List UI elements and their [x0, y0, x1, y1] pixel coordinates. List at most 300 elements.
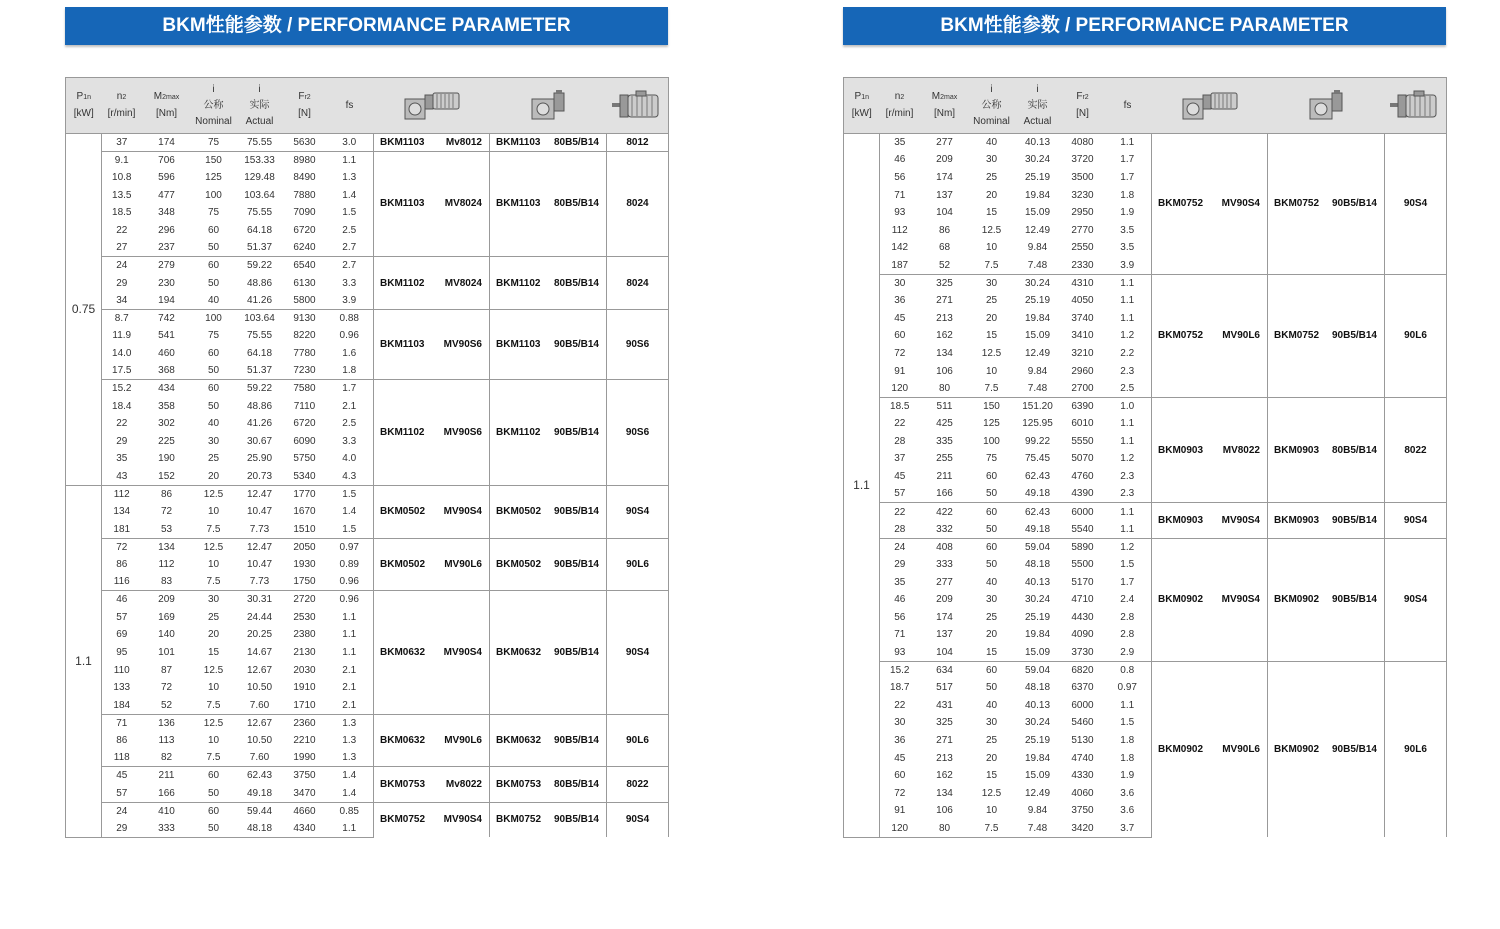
value-cell: 4.0	[342, 453, 357, 465]
value-cell: 7.60	[249, 752, 270, 764]
value-cell: 10	[207, 506, 220, 518]
value-cell: 46	[894, 594, 906, 606]
value-cell: 25.19	[1024, 171, 1051, 183]
value-cell: 49.18	[1024, 523, 1051, 535]
value-cell: 18.5	[112, 207, 132, 219]
value-cell: 1.1	[1120, 312, 1135, 324]
motor-model-cell: 90L6	[607, 538, 669, 591]
value-cell: 112	[891, 224, 908, 236]
value-cell: 2.3	[1120, 365, 1135, 377]
value-cell: 8220	[293, 330, 316, 342]
value-cell: 1770	[284, 485, 326, 503]
value-cell: 106	[936, 365, 953, 377]
value-cell: 25.19	[1024, 734, 1051, 746]
value-cell: 2950	[1071, 207, 1094, 219]
value-cell: 7.5	[206, 752, 221, 764]
value-cell: 1.5	[1120, 717, 1135, 729]
header-row	[844, 78, 1447, 134]
reducer-model-cell: BKM0752 90B5/B14	[1268, 274, 1385, 397]
value-cell: 1930	[293, 559, 316, 571]
value-cell: 1.5	[1120, 559, 1135, 571]
value-cell: 91	[894, 805, 906, 817]
value-cell: 25.19	[1024, 295, 1051, 307]
value-cell: 118	[113, 752, 130, 764]
value-cell: 116	[113, 576, 130, 588]
value-cell: 60	[192, 767, 236, 785]
value-cell: 7110	[293, 400, 316, 412]
value-cell: 134	[936, 347, 953, 359]
header-reducer	[490, 78, 607, 134]
value-cell: 75	[207, 330, 220, 342]
value-cell: 49.18	[246, 787, 273, 799]
value-cell: 209	[936, 594, 953, 606]
value-cell: 69	[116, 629, 128, 641]
value-cell: 3.5	[1120, 224, 1135, 236]
header-radial-load: Fr2 [N]	[1062, 78, 1104, 134]
value-cell: 10	[207, 682, 220, 694]
value-cell: 20	[985, 629, 998, 641]
header-row	[66, 78, 669, 134]
value-cell: 18.4	[112, 400, 132, 412]
value-cell: 134	[936, 787, 953, 799]
table-row	[844, 661, 1447, 679]
value-cell: 12.49	[1024, 224, 1051, 236]
value-cell: 742	[142, 309, 192, 327]
value-cell: 40.13	[1014, 134, 1062, 152]
reducer-model-cell: BKM0753 80B5/B14	[490, 767, 607, 802]
value-cell: 75	[985, 453, 998, 465]
table-row	[66, 591, 669, 609]
value-cell: 56	[894, 171, 906, 183]
value-cell: 0.89	[339, 559, 359, 571]
value-cell: 2030	[293, 664, 316, 676]
value-cell: 60	[192, 802, 236, 820]
value-cell: 30	[985, 594, 998, 606]
value-cell: 2.1	[342, 699, 357, 711]
value-cell: 12.5	[981, 787, 1002, 799]
gearmotor-model-cell: BKM0902 MV90S4	[1152, 538, 1268, 661]
value-cell: 106	[936, 805, 953, 817]
value-cell: 62.43	[236, 767, 284, 785]
value-cell: 1.1	[1120, 523, 1135, 535]
value-cell: 3.3	[342, 277, 357, 289]
header-motor	[1385, 78, 1447, 134]
gearmotor-model-cell: BKM0632 MV90S4	[374, 591, 490, 714]
motor-icon	[1388, 100, 1442, 111]
value-cell: 64.18	[246, 347, 273, 359]
header-motor	[607, 78, 669, 134]
value-cell: 30.24	[1024, 594, 1051, 606]
value-cell: 52	[938, 259, 951, 271]
value-cell: 20	[985, 312, 998, 324]
value-cell: 86	[142, 485, 192, 503]
value-cell: 2.3	[1120, 471, 1135, 483]
value-cell: 17.5	[112, 365, 132, 377]
value-cell: 95	[116, 647, 128, 659]
reducer-model-cell: BKM0903 80B5/B14	[1268, 397, 1385, 503]
value-cell: 10	[985, 805, 998, 817]
value-cell: 1.1	[1120, 435, 1135, 447]
value-cell: 3.9	[342, 294, 357, 306]
value-cell: 5130	[1071, 734, 1094, 746]
value-cell: 72	[894, 787, 906, 799]
value-cell: 20	[985, 189, 998, 201]
header-ratio-actual: i 实际 Actual	[1014, 78, 1062, 134]
value-cell: 15.09	[1024, 330, 1051, 342]
value-cell: 22	[894, 699, 906, 711]
value-cell: 29	[102, 820, 142, 838]
value-cell: 7.48	[1027, 259, 1048, 271]
value-cell: 60	[894, 770, 906, 782]
value-cell: 1910	[293, 682, 316, 694]
value-cell: 30.24	[1014, 274, 1062, 292]
value-cell: 3470	[293, 787, 316, 799]
value-cell: 7.48	[1027, 382, 1048, 394]
value-cell: 5890	[1062, 538, 1104, 556]
motor-model-cell: 90S4	[607, 802, 669, 837]
gearmotor-model-cell: BKM1102 MV90S6	[374, 380, 490, 486]
value-cell: 15.09	[1024, 646, 1051, 658]
table-row	[844, 274, 1447, 292]
value-cell: 50	[985, 488, 998, 500]
value-cell: 71	[894, 629, 906, 641]
value-cell: 1.1	[1120, 699, 1135, 711]
value-cell: 60	[207, 224, 220, 236]
value-cell: 3740	[1071, 312, 1094, 324]
reducer-model-cell: BKM0632 90B5/B14	[490, 714, 607, 767]
value-cell: 3410	[1071, 330, 1094, 342]
value-cell: 15.09	[1024, 770, 1051, 782]
header-gearmotor	[1152, 78, 1268, 134]
value-cell: 255	[936, 453, 953, 465]
value-cell: 125	[205, 171, 222, 183]
value-cell: 3720	[1071, 154, 1094, 166]
motor-model-cell: 8024	[607, 257, 669, 310]
performance-table-right	[843, 77, 1447, 838]
gearmotor-icon	[401, 100, 463, 111]
value-cell: 5750	[293, 453, 316, 465]
header-service-factor: fs	[326, 78, 374, 134]
value-cell: 6090	[293, 435, 316, 447]
value-cell: 2.4	[1120, 594, 1135, 606]
reducer-icon	[526, 100, 570, 111]
value-cell: 20.73	[246, 470, 273, 482]
value-cell: 14.67	[246, 647, 273, 659]
value-cell: 52	[160, 699, 173, 711]
value-cell: 0.96	[339, 330, 359, 342]
value-cell: 174	[142, 134, 192, 152]
value-cell: 40	[970, 134, 1014, 152]
motor-model-cell: 90S4	[1385, 538, 1447, 661]
value-cell: 50	[207, 400, 220, 412]
value-cell: 1.9	[1120, 207, 1135, 219]
value-cell: 2.2	[1120, 347, 1135, 359]
value-cell: 1990	[293, 752, 316, 764]
page-title-banner: BKM性能参数 / PERFORMANCE PARAMETER	[65, 7, 668, 45]
value-cell: 48.86	[246, 400, 273, 412]
reducer-model-cell: BKM0902 90B5/B14	[1268, 538, 1385, 661]
value-cell: 30.67	[246, 435, 273, 447]
value-cell: 75.45	[1024, 453, 1051, 465]
value-cell: 35	[880, 134, 920, 152]
header-gearmotor	[374, 78, 490, 134]
value-cell: 56	[894, 611, 906, 623]
value-cell: 24.44	[246, 611, 273, 623]
value-cell: 12.47	[236, 538, 284, 556]
motor-model-cell: 90S4	[607, 591, 669, 714]
value-cell: 15	[985, 207, 998, 219]
value-cell: 103.64	[244, 189, 275, 201]
value-cell: 75	[192, 134, 236, 152]
value-cell: 75.55	[236, 134, 284, 152]
value-cell: 19.84	[1024, 752, 1051, 764]
table-row	[66, 485, 669, 503]
value-cell: 25	[985, 734, 998, 746]
value-cell: 50	[985, 559, 998, 571]
value-cell: 4330	[1071, 770, 1094, 782]
value-cell: 408	[920, 538, 970, 556]
value-cell: 2330	[1071, 259, 1094, 271]
header-ratio-nominal: i 公称 Nominal	[970, 78, 1014, 134]
value-cell: 15	[207, 647, 220, 659]
value-cell: 5550	[1071, 435, 1094, 447]
value-cell: 113	[158, 734, 175, 746]
gearmotor-model-cell: BKM0502 MV90S4	[374, 485, 490, 538]
value-cell: 86	[938, 224, 951, 236]
reducer-model-cell: BKM1102 80B5/B14	[490, 257, 607, 310]
value-cell: 166	[936, 488, 953, 500]
motor-model-cell: 8022	[607, 767, 669, 802]
value-cell: 100	[205, 189, 222, 201]
reducer-model-cell: BKM0752 90B5/B14	[1268, 134, 1385, 275]
value-cell: 10.8	[112, 171, 132, 183]
value-cell: 5800	[293, 294, 316, 306]
value-cell: 10	[985, 365, 998, 377]
value-cell: 20	[207, 470, 220, 482]
motor-model-cell: 90S4	[1385, 134, 1447, 275]
value-cell: 2.5	[342, 418, 357, 430]
value-cell: 9.1	[102, 151, 142, 169]
value-cell: 27	[116, 242, 128, 254]
value-cell: 6000	[1062, 503, 1104, 521]
value-cell: 57	[116, 787, 128, 799]
value-cell: 1750	[293, 576, 316, 588]
value-cell: 541	[158, 330, 175, 342]
value-cell: 12.47	[236, 485, 284, 503]
value-cell: 7.48	[1014, 820, 1062, 838]
value-cell: 120	[880, 820, 920, 838]
value-cell: 1510	[293, 523, 316, 535]
value-cell: 22	[116, 418, 128, 430]
reducer-model-cell: BKM0902 90B5/B14	[1268, 661, 1385, 837]
value-cell: 2.1	[342, 400, 357, 412]
value-cell: 460	[158, 347, 175, 359]
gearmotor-model-cell: BKM1103 MV8024	[374, 151, 490, 257]
value-cell: 30	[985, 717, 998, 729]
value-cell: 125	[983, 418, 1000, 430]
value-cell: 91	[894, 365, 906, 377]
value-cell: 83	[160, 576, 173, 588]
value-cell: 45	[102, 767, 142, 785]
value-cell: 1.1	[1120, 418, 1135, 430]
value-cell: 48.18	[236, 820, 284, 838]
value-cell: 333	[936, 559, 953, 571]
motor-model-cell: 90L6	[1385, 661, 1447, 837]
value-cell: 29	[116, 277, 128, 289]
motor-model-cell: 90L6	[1385, 274, 1447, 397]
value-cell: 1.6	[342, 347, 357, 359]
value-cell: 2.8	[1120, 629, 1135, 641]
value-cell: 1.3	[342, 171, 357, 183]
value-cell: 1.2	[1104, 538, 1152, 556]
value-cell: 12.5	[203, 664, 224, 676]
motor-model-cell: 8022	[1385, 397, 1447, 503]
value-cell: 37	[102, 134, 142, 152]
value-cell: 187	[891, 259, 909, 271]
reducer-model-cell: BKM0502 90B5/B14	[490, 538, 607, 591]
value-cell: 72	[160, 506, 173, 518]
power-cell: 0.75	[66, 134, 102, 486]
value-cell: 1.1	[1120, 295, 1135, 307]
value-cell: 62.43	[1024, 471, 1051, 483]
header-reducer	[1268, 78, 1385, 134]
value-cell: 5460	[1071, 717, 1094, 729]
table-row	[66, 802, 669, 820]
table-row	[66, 380, 669, 398]
value-cell: 24	[102, 257, 142, 275]
value-cell: 0.8	[1104, 661, 1152, 679]
motor-model-cell: 8012	[607, 134, 669, 152]
value-cell: 8490	[293, 171, 316, 183]
reducer-model-cell: BKM1103 80B5/B14	[490, 134, 607, 152]
value-cell: 2.9	[1120, 646, 1135, 658]
value-cell: 30.24	[1024, 154, 1051, 166]
value-cell: 150	[192, 151, 236, 169]
value-cell: 431	[936, 699, 953, 711]
value-cell: 62.43	[1014, 503, 1062, 521]
value-cell: 12.67	[236, 714, 284, 732]
value-cell: 1.8	[1120, 189, 1135, 201]
value-cell: 3.6	[1120, 805, 1135, 817]
value-cell: 190	[158, 453, 175, 465]
value-cell: 1.2	[1120, 453, 1135, 465]
value-cell: 422	[920, 503, 970, 521]
value-cell: 302	[158, 418, 175, 430]
value-cell: 7.5	[206, 523, 221, 535]
value-cell: 20	[985, 752, 998, 764]
value-cell: 2.5	[342, 224, 357, 236]
value-cell: 230	[158, 277, 175, 289]
value-cell: 1.7	[1120, 171, 1135, 183]
value-cell: 162	[936, 770, 953, 782]
value-cell: 50	[985, 682, 998, 694]
value-cell: 133	[113, 682, 131, 694]
value-cell: 7580	[284, 380, 326, 398]
header-torque: M2max [Nm]	[920, 78, 970, 134]
motor-model-cell: 8024	[607, 151, 669, 257]
value-cell: 2960	[1071, 365, 1094, 377]
value-cell: 40	[985, 576, 998, 588]
value-cell: 30.24	[1024, 717, 1051, 729]
value-cell: 5340	[293, 470, 316, 482]
value-cell: 51.37	[246, 365, 273, 377]
table-row	[66, 151, 669, 169]
value-cell: 51.37	[246, 242, 273, 254]
value-cell: 35	[116, 453, 128, 465]
value-cell: 181	[113, 523, 131, 535]
value-cell: 50	[207, 277, 220, 289]
value-cell: 1.8	[1120, 752, 1135, 764]
value-cell: 3.0	[326, 134, 374, 152]
value-cell: 9130	[284, 309, 326, 327]
gearmotor-model-cell: BKM1103 Mv8012	[374, 134, 490, 152]
value-cell: 2380	[293, 629, 316, 641]
value-cell: 1.1	[342, 611, 357, 623]
value-cell: 2210	[293, 734, 316, 746]
value-cell: 53	[160, 523, 173, 535]
value-cell: 25	[985, 171, 998, 183]
value-cell: 279	[142, 257, 192, 275]
value-cell: 7230	[293, 365, 316, 377]
table-row	[66, 714, 669, 732]
value-cell: 12.5	[981, 347, 1002, 359]
value-cell: 60	[894, 330, 906, 342]
value-cell: 174	[936, 611, 953, 623]
value-cell: 4060	[1071, 787, 1094, 799]
reducer-icon	[1304, 100, 1348, 111]
value-cell: 50	[207, 365, 220, 377]
value-cell: 211	[936, 471, 953, 483]
value-cell: 1.2	[1120, 330, 1135, 342]
value-cell: 25	[985, 611, 998, 623]
motor-model-cell: 90S6	[607, 380, 669, 486]
value-cell: 174	[936, 171, 953, 183]
gearmotor-model-cell: BKM0502 MV90L6	[374, 538, 490, 591]
table-row	[66, 134, 669, 152]
value-cell: 0.96	[326, 591, 374, 609]
reducer-model-cell: BKM0632 90B5/B14	[490, 591, 607, 714]
value-cell: 162	[936, 330, 953, 342]
value-cell: 24	[880, 538, 920, 556]
value-cell: 64.18	[246, 224, 273, 236]
value-cell: 325	[936, 717, 953, 729]
value-cell: 3750	[1071, 805, 1094, 817]
value-cell: 271	[936, 734, 953, 746]
value-cell: 19.84	[1024, 189, 1051, 201]
value-cell: 511	[920, 397, 970, 415]
value-cell: 12.5	[192, 714, 236, 732]
value-cell: 40	[207, 418, 220, 430]
value-cell: 152	[158, 470, 175, 482]
gearmotor-model-cell: BKM0752 MV90L6	[1152, 274, 1268, 397]
value-cell: 4740	[1071, 752, 1094, 764]
value-cell: 112	[102, 485, 142, 503]
value-cell: 1.4	[342, 506, 357, 518]
value-cell: 153.33	[236, 151, 284, 169]
value-cell: 30	[894, 717, 906, 729]
value-cell: 50	[985, 523, 998, 535]
value-cell: 30	[985, 154, 998, 166]
reducer-model-cell: BKM1103 90B5/B14	[490, 309, 607, 379]
value-cell: 45	[894, 752, 906, 764]
value-cell: 1.7	[1120, 154, 1135, 166]
value-cell: 72	[894, 347, 906, 359]
value-cell: 2130	[293, 647, 316, 659]
value-cell: 125.95	[1022, 418, 1053, 430]
value-cell: 1.1	[1104, 274, 1152, 292]
motor-model-cell: 90S4	[1385, 503, 1447, 538]
value-cell: 142	[891, 242, 909, 254]
